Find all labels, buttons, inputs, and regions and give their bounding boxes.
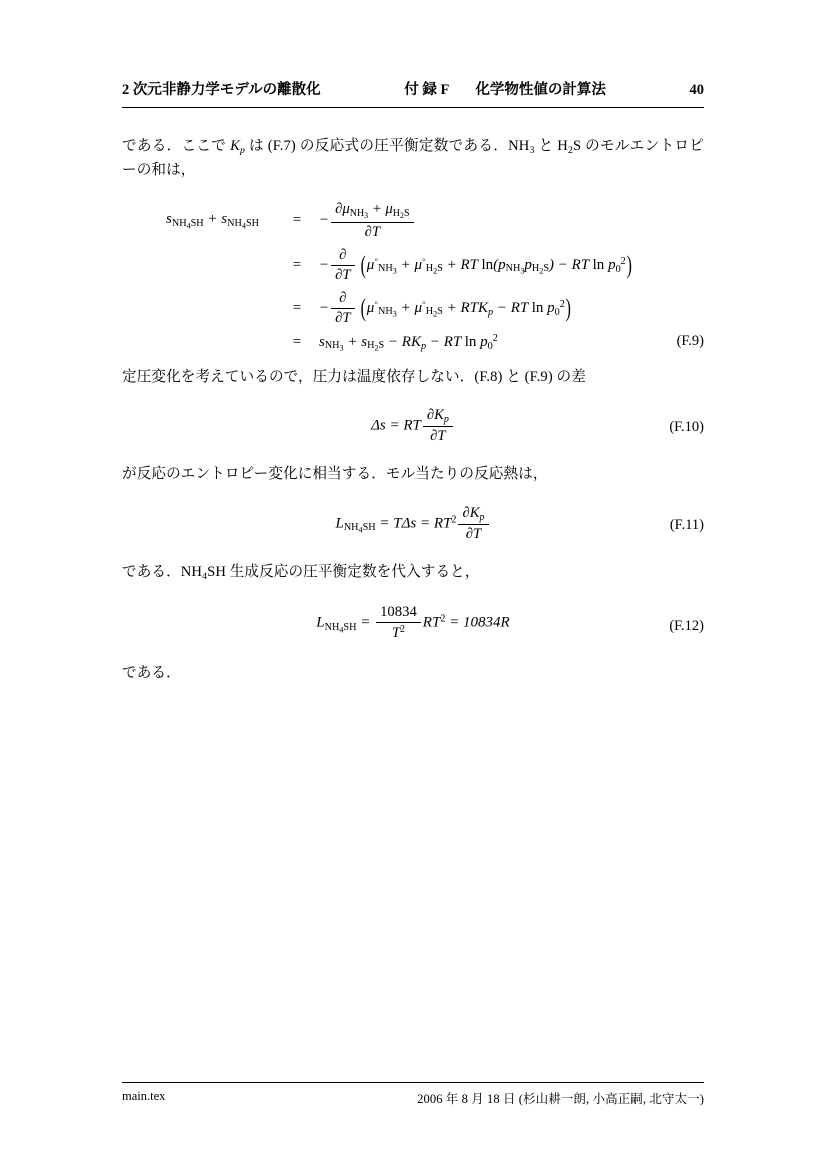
p1-part-b: は (F.7) の反応式の圧平衡定数である．NH [245, 138, 530, 154]
equation-f9-lhs: $s_{NH_4SH} + s_{NH_4SH}$ [166, 211, 259, 231]
p1-part-d: S のモルエントロピーの和は， [122, 138, 705, 178]
p1-symbol-kp: K [230, 138, 240, 154]
page-number: 40 [689, 82, 704, 98]
paragraph-3: が反応のエントロピー変化に相当する．モル当たりの反応熱は， [122, 466, 548, 483]
equation-f12-body: $L_{NH_4SH}$ = $\frac{10834}{T^2}$ $RT^2 = 10834R$ [316, 604, 510, 642]
equation-f9-line-3: − $\frac{\partial}{\partial T}$ ($\mu^◦_{NH_3} + \mu^◦_{H_2S} + RTK_p$ − RT $\ln p_0^2$) [318, 289, 571, 326]
equation-f12-number: (F.12) [669, 618, 704, 635]
equation-f9-line-1: − $\frac{\partial\mu_{NH_3} + \mu_{H_2S}}{\partial T}$ [319, 198, 632, 243]
header-center [321, 78, 690, 99]
equation-f10-number: (F.10) [669, 419, 704, 436]
p4-sub: 4 [202, 570, 208, 582]
equation-f10-body: Δs = RT $\frac{\partial K_p}{\partial T}$ [122, 407, 704, 445]
running-header [122, 78, 704, 108]
header-appendix-label: 付 録 F [404, 82, 450, 98]
equation-f10 [122, 407, 704, 445]
equation-f11-body: $L_{NH_4SH} = T\Delta s = RT^2$ $\frac{\partial K_p}{\partial T}$ [122, 505, 704, 543]
equation-f9-line-4: $s_{NH_3} + s_{H_2S} - RK_p$ − RT $\ln p_0^2$ [318, 332, 498, 353]
paragraph-2: 定圧変化を考えているので，圧力は温度依存しない．(F.8) と (F.9) の差 [122, 368, 586, 385]
page-footer [122, 1082, 704, 1107]
equation-f12 [122, 604, 704, 642]
p1-part-c: と H [534, 138, 568, 154]
p1-h2s-sub: 2 [567, 144, 573, 156]
footer-filename: main.tex [122, 1089, 166, 1103]
footer-date-authors: 2006 年 8 月 18 日 (杉山耕一朗, 小高正嗣, 北守太一) [417, 1092, 704, 1106]
equation-f9-rel-4: = [292, 334, 302, 351]
equation-f9-line-2: − $\frac{\partial}{\partial T}$ ($\mu^◦_{NH_3} + \mu^◦_{H_2S}$ + RT $\ln(p_{NH_3}p_{H_2S})$ − RT $\ln p_0^2$) [318, 246, 632, 283]
page-body [122, 135, 704, 692]
paragraph-5: である． [122, 665, 181, 682]
equation-f11 [122, 505, 704, 543]
equation-f9-rel-1: = [292, 212, 302, 229]
equation-f11-number: (F.11) [669, 516, 704, 533]
p4-part-b: SH 生成反応の圧平衡定数を代入すると， [207, 563, 480, 580]
equation-f9-rel-3: = [292, 299, 302, 316]
equation-f9 [122, 198, 704, 355]
equation-f9-rel-2: = [292, 256, 302, 273]
p4-part-a: である．NH [122, 563, 203, 580]
paragraph-4 [122, 561, 704, 585]
p1-nh3-sub: 3 [529, 144, 535, 156]
paragraph-1 [122, 135, 704, 182]
p1-part-a: である．ここで [122, 138, 231, 154]
header-left-title: 2 次元非静力学モデルの離散化 [122, 82, 321, 98]
equation-f12-constant: 10834 [380, 604, 417, 621]
header-section-title: 化学物性値の計算法 [475, 82, 606, 98]
equation-f9-number: (F.9) [676, 332, 704, 349]
p1-symbol-kp-sub: p [239, 144, 246, 156]
